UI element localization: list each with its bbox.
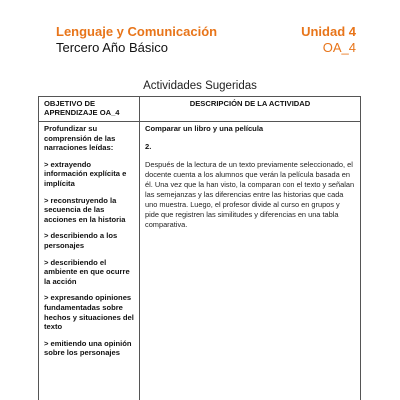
table-row xyxy=(39,122,361,400)
list-item: > reconstruyendo la secuencia de las acciones en la historia xyxy=(44,195,126,224)
activity-table xyxy=(38,96,361,400)
list-item: > extrayendo información explícita e implícita xyxy=(44,159,127,188)
table-header-row xyxy=(39,97,361,122)
list-item: Profundizar su comprensión de las narraciones leídas: xyxy=(44,124,116,153)
activity-number: 2. xyxy=(145,142,152,151)
list-item: > expresando opiniones fundamentadas sobre hechos y situaciones del texto xyxy=(44,293,134,332)
page-header xyxy=(56,24,356,58)
objectives-cell xyxy=(39,122,140,400)
unit-label: Unidad 4 xyxy=(301,24,356,39)
header-row-bottom xyxy=(56,40,356,56)
activity-body: Después de la lectura de un texto previamente seleccionado, el docente cuenta a los alumnos que verán la película basada en él. Una vez que la han visto, la comparan con el texto y señalan las semejanzas y las diferencias entre las historias que cada uno muestra. Luego, el profesor divide al curso en grupos y pide que registren las similitudes y diferencias en una tabla comparativa. xyxy=(145,160,355,229)
description-header: DESCRIPCIÓN DE LA ACTIVIDAD xyxy=(140,97,361,122)
list-item: > emitiendo una opinión sobre los personajes xyxy=(44,338,132,358)
activity-title: Comparar un libro y una película xyxy=(145,124,264,133)
oa-code-label: OA_4 xyxy=(322,40,356,55)
list-item: > describiendo a los personajes xyxy=(44,231,118,250)
header-row-top xyxy=(56,24,356,40)
grade-label: Tercero Año Básico xyxy=(56,40,169,55)
description-cell xyxy=(140,122,361,400)
section-title: Actividades Sugeridas xyxy=(143,80,257,92)
list-item: > describiendo el ambiente en que ocurre la acción xyxy=(44,257,130,286)
subject-title: Lenguaje y Comunicación xyxy=(56,24,218,39)
objective-header: OBJETIVO DE APRENDIZAJE OA_4 xyxy=(39,97,140,122)
objectives-list xyxy=(44,124,134,358)
